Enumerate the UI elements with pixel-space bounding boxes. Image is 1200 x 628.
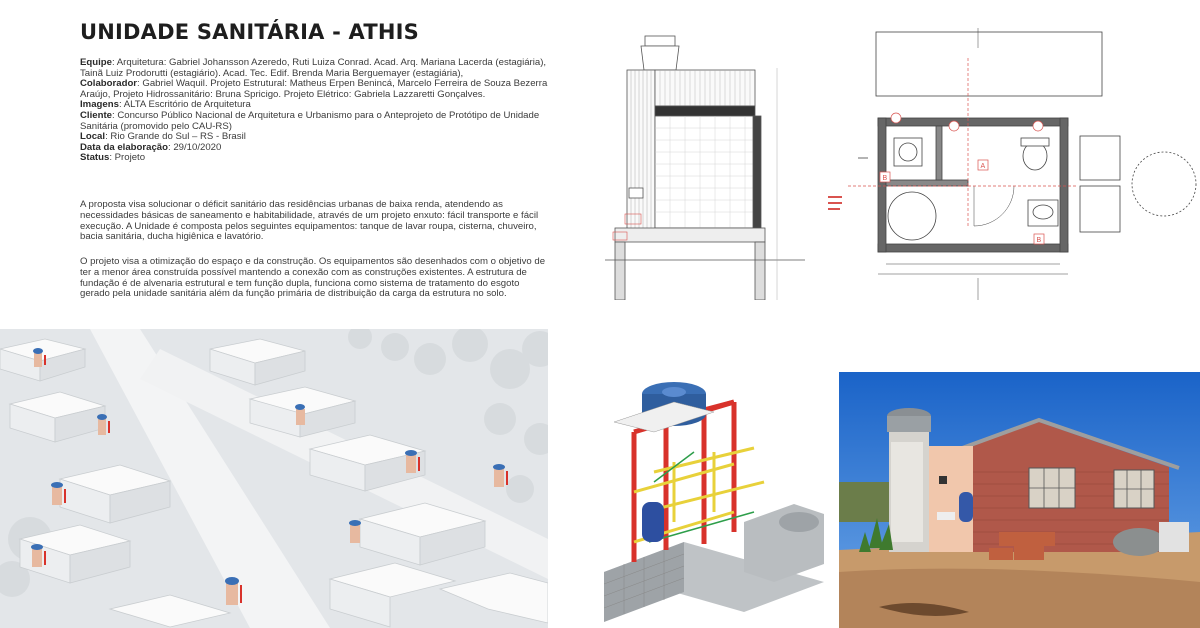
imagens-text: : ALTA Escritório de Arquitetura <box>118 99 251 111</box>
status-text: : Projeto <box>109 152 146 164</box>
equipe-label: Equipe <box>80 57 112 68</box>
colaborador-label: Colaborador <box>80 78 138 90</box>
colaborador-text: : Gabriel Waquil. Projeto Estrutural: Matheus Erpen Benincá, Marcelo Ferreira de Souza Bezerra Araújo, Projeto Hidrossanitário: Bruna Spricigo. Projeto Elétrico: Gabriela Lazzaretti Gonçalves. <box>80 78 548 100</box>
local-label: Local <box>80 131 106 143</box>
plan-tag-a: A <box>980 163 986 170</box>
cliente-label: Cliente <box>80 109 112 121</box>
local-text: : Rio Grande do Sul – RS - Brasil <box>105 131 246 143</box>
data-label: Data da elaboração <box>80 141 168 153</box>
section-drawing <box>605 28 805 300</box>
aerial-render-image <box>0 329 548 628</box>
site-photo-image <box>839 372 1200 628</box>
floor-plan-svg <box>828 28 1200 300</box>
isometric-structure-drawing <box>594 372 830 628</box>
aerial-render-svg <box>0 329 548 628</box>
isometric-structure-svg <box>594 372 830 628</box>
section-drawing-svg <box>605 28 805 300</box>
plan-tag-b-2: B <box>1036 237 1042 244</box>
site-photo-svg <box>839 372 1200 628</box>
credits-block <box>80 58 550 164</box>
description-paragraph-1: A proposta visa solucionar o déficit sanitário das residências urbanas de baixa renda, atendendo as necessidades básicas de saneamento e habitabilidade, através de um projeto enxuto: fácil transporte e fácil execução. A Unidade é composta pelos seguintes equipamentos: tanque de lavar roupa, cisterna, chuveiro, bacia sanitária, ducha higiênica e lavatório. <box>80 199 539 243</box>
description-paragraph-2: O projeto visa a otimização do espaço e da construção. Os equipamentos são desenhados com o objetivo de ter a menor área construída possível mantendo a conexão com as construções existentes. A estrutura de fundação é de alvenaria estrutural e tem função dupla, funciona como sistema de tratamento do esgoto gerado pela unidade sanitária além da função primária de distribuição da carga da estrutura no solo. <box>80 256 546 300</box>
data-text: : 29/10/2020 <box>167 141 222 153</box>
status-label: Status <box>80 152 110 164</box>
page-title: UNIDADE SANITÁRIA - ATHIS <box>80 20 419 44</box>
equipe-text: : Arquitetura: Gabriel Johansson Azeredo, Ruti Luiza Conrad. Acad. Arq. Mariana Lacerda (estagiária), Tainã Luiz Prodorutti (estagiário). Acad. Tec. Edif. Brenda Maria Berguemayer (estagiária), <box>80 57 547 79</box>
floor-plan-drawing <box>828 28 1200 300</box>
imagens-label: Imagens <box>80 99 119 111</box>
plan-tag-b: B <box>882 175 888 182</box>
cliente-text: : Concurso Público Nacional de Arquitetura e Urbanismo para o Anteprojeto de Protótipo de Unidade Sanitária (promovido pelo CAU-RS) <box>80 109 540 132</box>
